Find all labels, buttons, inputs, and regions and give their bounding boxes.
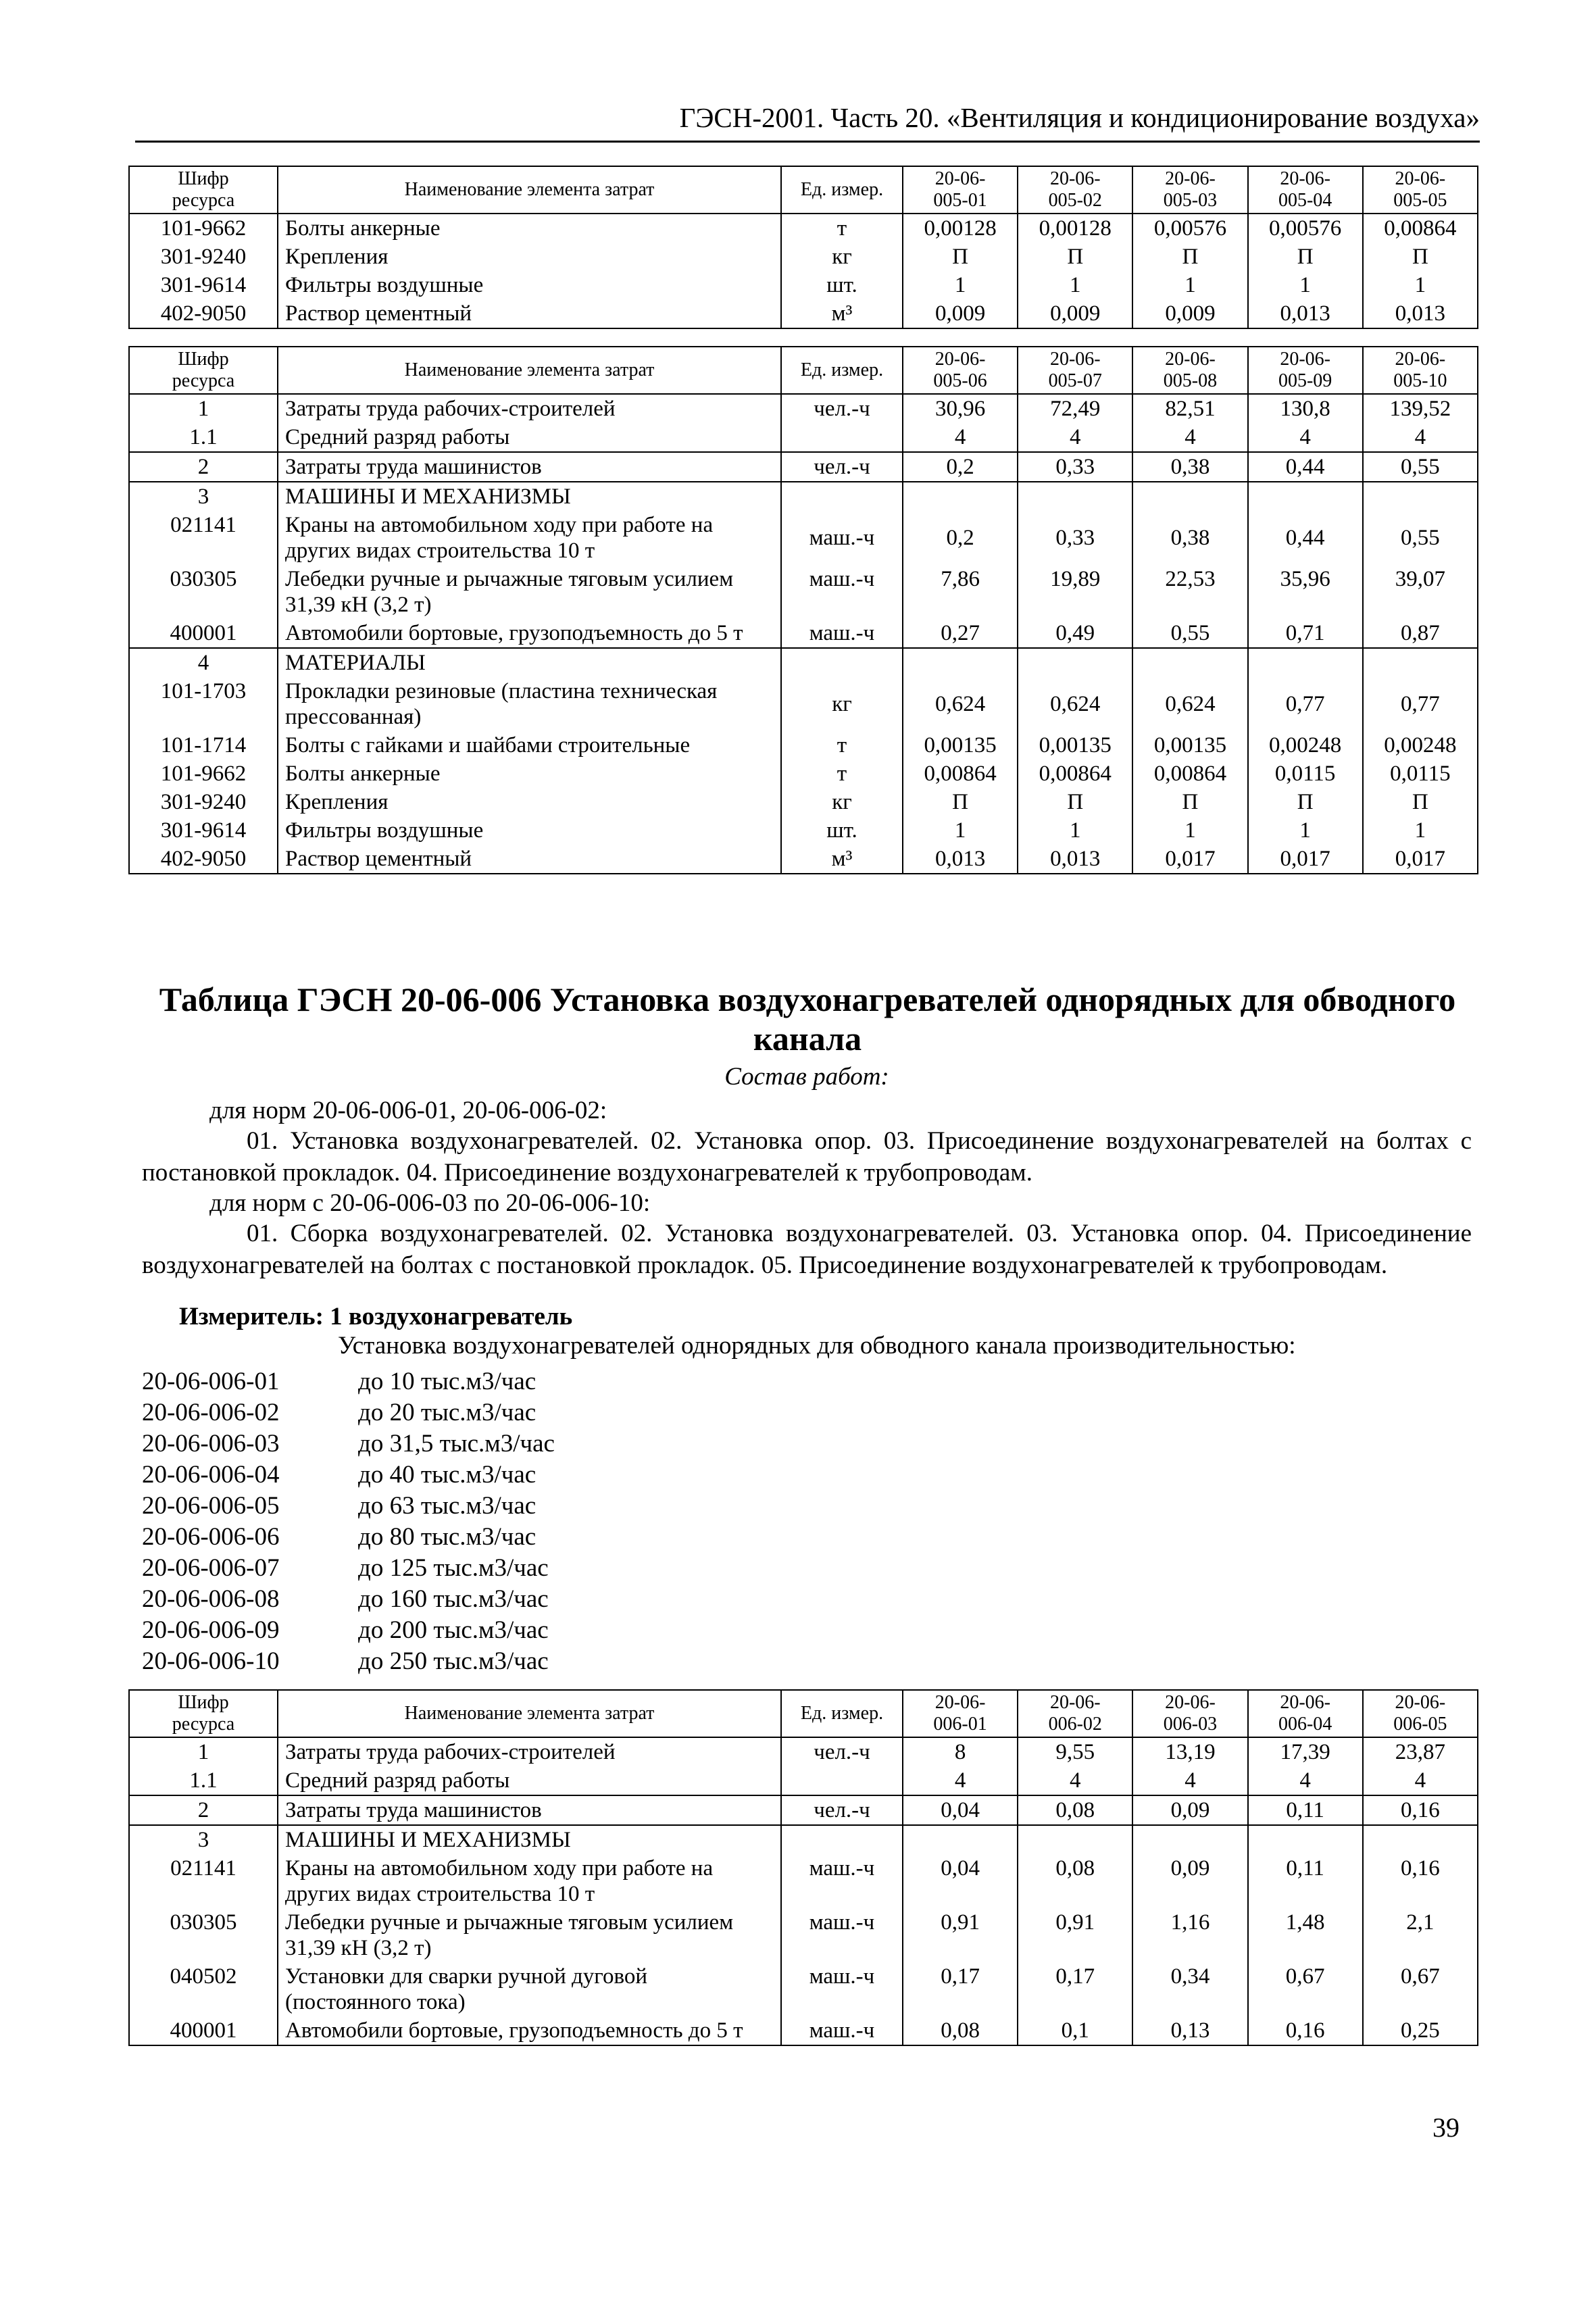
col-norm-header: 20-06- 005-07 xyxy=(1018,347,1132,394)
col-unit-header: Ед. измер. xyxy=(781,347,903,394)
norms1-label: для норм 20-06-006-01, 20-06-006-02: xyxy=(209,1097,607,1124)
table-header-row xyxy=(129,1690,1478,1737)
table-row: 301-9240 Крепления кг П П П П П xyxy=(129,788,1478,816)
col-norm-header: 20-06- 006-02 xyxy=(1018,1690,1132,1737)
table-row: 021141 Краны на автомобильном ходу при работе на других видах строительства 10 т маш.-ч 0,04 0,08 0,09 0,11 0,16 xyxy=(129,1854,1478,1908)
table-header-row xyxy=(129,347,1478,394)
col-norm-header: 20-06- 005-04 xyxy=(1248,166,1363,214)
table-row: 101-1703 Прокладки резиновые (пластина техническая прессованная) кг 0,624 0,624 0,624 0,77 0,77 xyxy=(129,677,1478,731)
resource-table-005-01-05 xyxy=(128,166,1478,329)
list-item: 20-06-006-01 до 10 тыс.м3/час xyxy=(142,1368,537,1395)
col-norm-header: 20-06- 005-06 xyxy=(903,347,1018,394)
col-norm-header: 20-06- 005-01 xyxy=(903,166,1018,214)
table-header-row xyxy=(129,166,1478,214)
norm-code-list xyxy=(142,1366,555,1677)
table-row: 021141 Краны на автомобильном ходу при работе на других видах строительства 10 т маш.-ч 0,2 0,33 0,38 0,44 0,55 xyxy=(129,511,1478,565)
list-item: 20-06-006-02 до 20 тыс.м3/час xyxy=(142,1399,537,1426)
list-item: 20-06-006-03 до 31,5 тыс.м3/час xyxy=(142,1430,555,1458)
col-name-header: Наименование элемента затрат xyxy=(278,1690,781,1737)
table-row: 2 Затраты труда машинистов чел.-ч 0,04 0,08 0,09 0,11 0,16 xyxy=(129,1795,1478,1825)
col-norm-header: 20-06- 005-02 xyxy=(1018,166,1132,214)
resource-table-005-06-10 xyxy=(128,346,1478,874)
table-row: 402-9050 Раствор цементный м³ 0,009 0,009 0,009 0,013 0,013 xyxy=(129,299,1478,328)
install-intro: Установка воздухонагревателей однорядных для обводного канала производительностью: xyxy=(338,1332,1296,1360)
resource-table-006-01-05 xyxy=(128,1689,1478,2046)
section-row: 3 МАШИНЫ И МЕХАНИЗМЫ xyxy=(129,482,1478,511)
table-row: 1.1 Средний разряд работы 4 4 4 4 4 xyxy=(129,423,1478,452)
table-row: 301-9614 Фильтры воздушные шт. 1 1 1 1 1 xyxy=(129,816,1478,845)
section-row: 4 МАТЕРИАЛЫ xyxy=(129,648,1478,677)
table-row: 101-9662 Болты анкерные т 0,00128 0,00128 0,00576 0,00576 0,00864 xyxy=(129,214,1478,243)
list-item: 20-06-006-05 до 63 тыс.м3/час xyxy=(142,1492,537,1520)
table-row: 030305 Лебедки ручные и рычажные тяговым усилием 31,39 кН (3,2 т) маш.-ч 0,91 0,91 1,16 1,48 2,1 xyxy=(129,1908,1478,1962)
col-code-header: Шифр ресурса xyxy=(129,1690,278,1737)
col-unit-header: Ед. измер. xyxy=(781,166,903,214)
list-item: 20-06-006-10 до 250 тыс.м3/час xyxy=(142,1647,549,1675)
table-row: 402-9050 Раствор цементный м³ 0,013 0,013 0,017 0,017 0,017 xyxy=(129,845,1478,874)
list-item: 20-06-006-08 до 160 тыс.м3/час xyxy=(142,1585,549,1613)
table-row: 301-9240 Крепления кг П П П П П xyxy=(129,243,1478,271)
col-code-header: Шифр ресурса xyxy=(129,166,278,214)
col-norm-header: 20-06- 006-01 xyxy=(903,1690,1018,1737)
col-norm-header: 20-06- 005-08 xyxy=(1132,347,1247,394)
col-norm-header: 20-06- 006-04 xyxy=(1248,1690,1363,1737)
norms1-text: 01. Установка воздухонагревателей. 02. Установка опор. 03. Присоединение воздухонагревателей на болтах с постановкой прокладок. 04. Присоединение воздухонагревателей к трубопроводам. xyxy=(142,1127,1472,1187)
measure-unit: Измеритель: 1 воздухонагреватель xyxy=(179,1303,573,1330)
table-row: 101-1714 Болты с гайками и шайбами строительные т 0,00135 0,00135 0,00135 0,00248 0,00248 xyxy=(129,731,1478,760)
list-item: 20-06-006-09 до 200 тыс.м3/час xyxy=(142,1616,549,1644)
col-norm-header: 20-06- 005-09 xyxy=(1248,347,1363,394)
page-number: 39 xyxy=(1432,2112,1460,2143)
list-item: 20-06-006-06 до 80 тыс.м3/час xyxy=(142,1523,537,1551)
col-norm-header: 20-06- 006-05 xyxy=(1363,1690,1478,1737)
col-norm-header: 20-06- 005-03 xyxy=(1132,166,1247,214)
table-row: 400001 Автомобили бортовые, грузоподъемность до 5 т маш.-ч 0,27 0,49 0,55 0,71 0,87 xyxy=(129,619,1478,648)
norms2-text: 01. Сборка воздухонагревателей. 02. Установка воздухонагревателей. 03. Установка опор. 04. Присоединение воздухонагревателей на болтах с постановкой прокладок. 05. Присоединение воздухонагревателей к трубопроводам. xyxy=(142,1220,1472,1279)
col-unit-header: Ед. измер. xyxy=(781,1690,903,1737)
col-norm-header: 20-06- 006-03 xyxy=(1132,1690,1247,1737)
table-row: 1.1 Средний разряд работы 4 4 4 4 4 xyxy=(129,1766,1478,1795)
table-row: 1 Затраты труда рабочих-строителей чел.-ч 8 9,55 13,19 17,39 23,87 xyxy=(129,1737,1478,1766)
running-header: ГЭСН-2001. Часть 20. «Вентиляция и кондиционирование воздуха» xyxy=(135,101,1480,143)
col-name-header: Наименование элемента затрат xyxy=(278,347,781,394)
table-row: 101-9662 Болты анкерные т 0,00864 0,00864 0,00864 0,0115 0,0115 xyxy=(129,760,1478,788)
section-title: Таблица ГЭСН 20-06-006 Установка воздухонагревателей однорядных для обводного канала xyxy=(159,980,1456,1057)
list-item: 20-06-006-04 до 40 тыс.м3/час xyxy=(142,1461,537,1489)
composition-label: Состав работ: xyxy=(724,1063,889,1091)
col-norm-header: 20-06- 005-05 xyxy=(1363,166,1478,214)
table-row: 030305 Лебедки ручные и рычажные тяговым усилием 31,39 кН (3,2 т) маш.-ч 7,86 19,89 22,53 35,96 39,07 xyxy=(129,565,1478,619)
table-row: 1 Затраты труда рабочих-строителей чел.-ч 30,96 72,49 82,51 130,8 139,52 xyxy=(129,394,1478,423)
table-row: 2 Затраты труда машинистов чел.-ч 0,2 0,33 0,38 0,44 0,55 xyxy=(129,452,1478,482)
section-row: 3 МАШИНЫ И МЕХАНИЗМЫ xyxy=(129,1825,1478,1854)
table-row: 301-9614 Фильтры воздушные шт. 1 1 1 1 1 xyxy=(129,271,1478,299)
list-item: 20-06-006-07 до 125 тыс.м3/час xyxy=(142,1554,549,1582)
table-row: 040502 Установки для сварки ручной дуговой (постоянного тока) маш.-ч 0,17 0,17 0,34 0,67 0,67 xyxy=(129,1962,1478,2016)
col-name-header: Наименование элемента затрат xyxy=(278,166,781,214)
col-code-header: Шифр ресурса xyxy=(129,347,278,394)
table-row: 400001 Автомобили бортовые, грузоподъемность до 5 т маш.-ч 0,08 0,1 0,13 0,16 0,25 xyxy=(129,2016,1478,2045)
norms2-label: для норм с 20-06-006-03 по 20-06-006-10: xyxy=(209,1189,651,1217)
col-norm-header: 20-06- 005-10 xyxy=(1363,347,1478,394)
